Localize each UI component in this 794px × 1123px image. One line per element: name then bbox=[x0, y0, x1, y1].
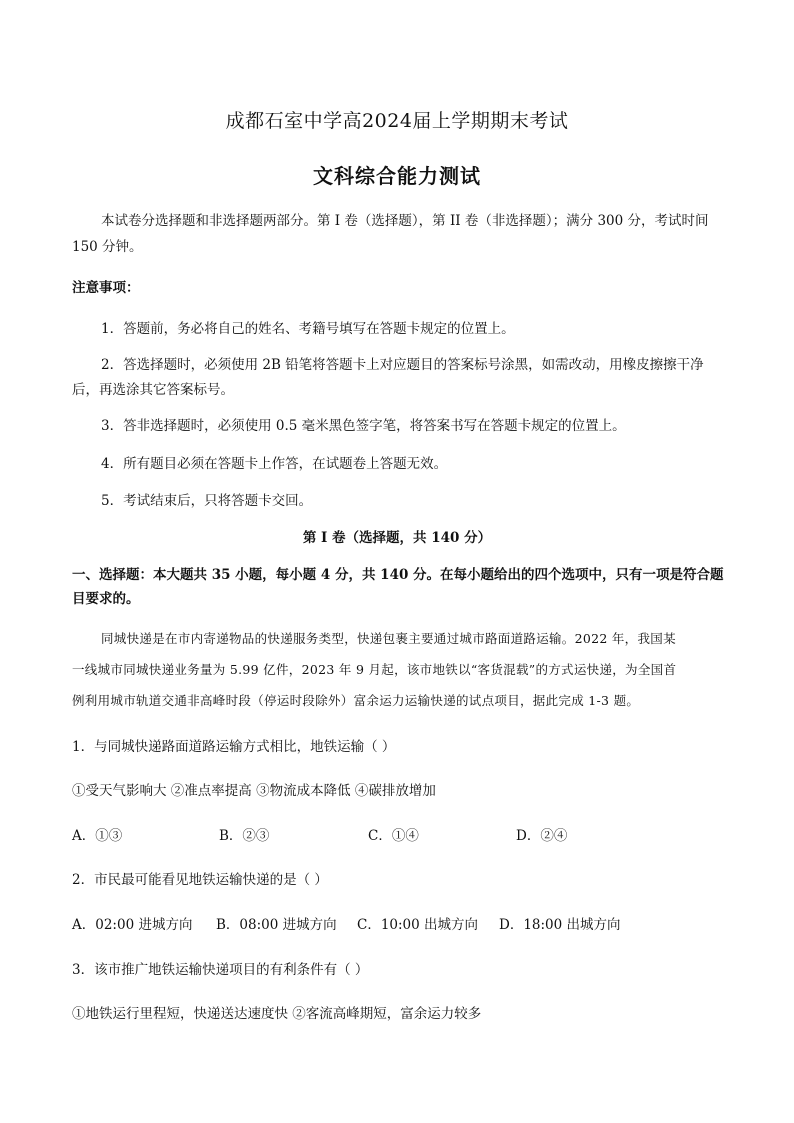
section-instruction-line-2: 目要求的。 bbox=[72, 591, 140, 607]
notes-item-5: 5．考试结束后，只将答题卡交回。 bbox=[101, 493, 313, 509]
passage-line-3: 例利用城市轨道交通非高峰时段（停运时段除外）富余运力运输快递的试点项目，据此完成 1-3 题。 bbox=[72, 693, 640, 708]
notes-item-2-cont: 后，再选涂其它答案标号。 bbox=[72, 382, 234, 398]
question-2-option-b: B．08:00 进城方向 bbox=[216, 917, 337, 933]
intro-line-1: 本试卷分选择题和非选择题两部分。第 I 卷（选择题），第 II 卷（非选择题）；满分 300 分，考试时间 bbox=[101, 213, 709, 229]
question-1-option-b: B．②③ bbox=[219, 828, 270, 844]
question-3-statements: ①地铁运行里程短，快递送达速度快 ②客流高峰期短，富余运力较多 bbox=[72, 1006, 482, 1022]
question-1-option-a: A．①③ bbox=[72, 828, 123, 844]
question-2-option-d: D．18:00 出城方向 bbox=[499, 917, 621, 933]
exam-subject-title: 文科综合能力测试 bbox=[313, 164, 481, 188]
section-instruction-line-1: 一、选择题：本大题共 35 小题，每小题 4 分，共 140 分。在每小题给出的四个选项中，只有一项是符合题 bbox=[72, 567, 724, 583]
section-title: 第 I 卷（选择题，共 140 分） bbox=[302, 530, 492, 546]
question-2-option-a: A．02:00 进城方向 bbox=[72, 917, 193, 933]
passage-line-2: 一线城市同城快递业务量为 5.99 亿件，2023 年 9 月起，该市地铁以“客货混载”的方式运快递，为全国首 bbox=[72, 662, 677, 677]
intro-line-2: 150 分钟。 bbox=[72, 239, 143, 255]
question-1-option-d: D．②④ bbox=[516, 828, 568, 844]
question-1-option-c: C．①④ bbox=[368, 828, 419, 844]
notes-heading: 注意事项： bbox=[72, 280, 140, 296]
notes-item-3: 3．答非选择题时，必须使用 0.5 毫米黑色签字笔，将答案书写在答题卡规定的位置上。 bbox=[101, 418, 626, 434]
school-exam-title: 成都石室中学高2024届上学期期末考试 bbox=[225, 110, 569, 132]
question-3-stem: 3．该市推广地铁运输快递项目的有利条件有（ ） bbox=[72, 962, 369, 978]
notes-item-2: 2．答选择题时，必须使用 2B 铅笔将答题卡上对应题目的答案标号涂黑，如需改动，用橡皮擦擦干净 bbox=[101, 357, 704, 373]
question-1-stem: 1．与同城快递路面道路运输方式相比，地铁运输（ ） bbox=[72, 739, 396, 755]
question-1-statements: ①受天气影响大 ②准点率提高 ③物流成本降低 ④碳排放增加 bbox=[72, 783, 436, 799]
notes-item-4: 4．所有题目必须在答题卡上作答，在试题卷上答题无效。 bbox=[101, 456, 448, 472]
question-2-option-c: C．10:00 出城方向 bbox=[357, 917, 479, 933]
question-2-stem: 2．市民最可能看见地铁运输快递的是（ ） bbox=[72, 872, 328, 888]
passage-line-1: 同城快递是在市内寄递物品的快递服务类型，快递包裹主要通过城市路面道路运输。2022 年，我国某 bbox=[101, 631, 676, 646]
notes-item-1: 1．答题前，务必将自己的姓名、考籍号填写在答题卡规定的位置上。 bbox=[101, 321, 515, 337]
